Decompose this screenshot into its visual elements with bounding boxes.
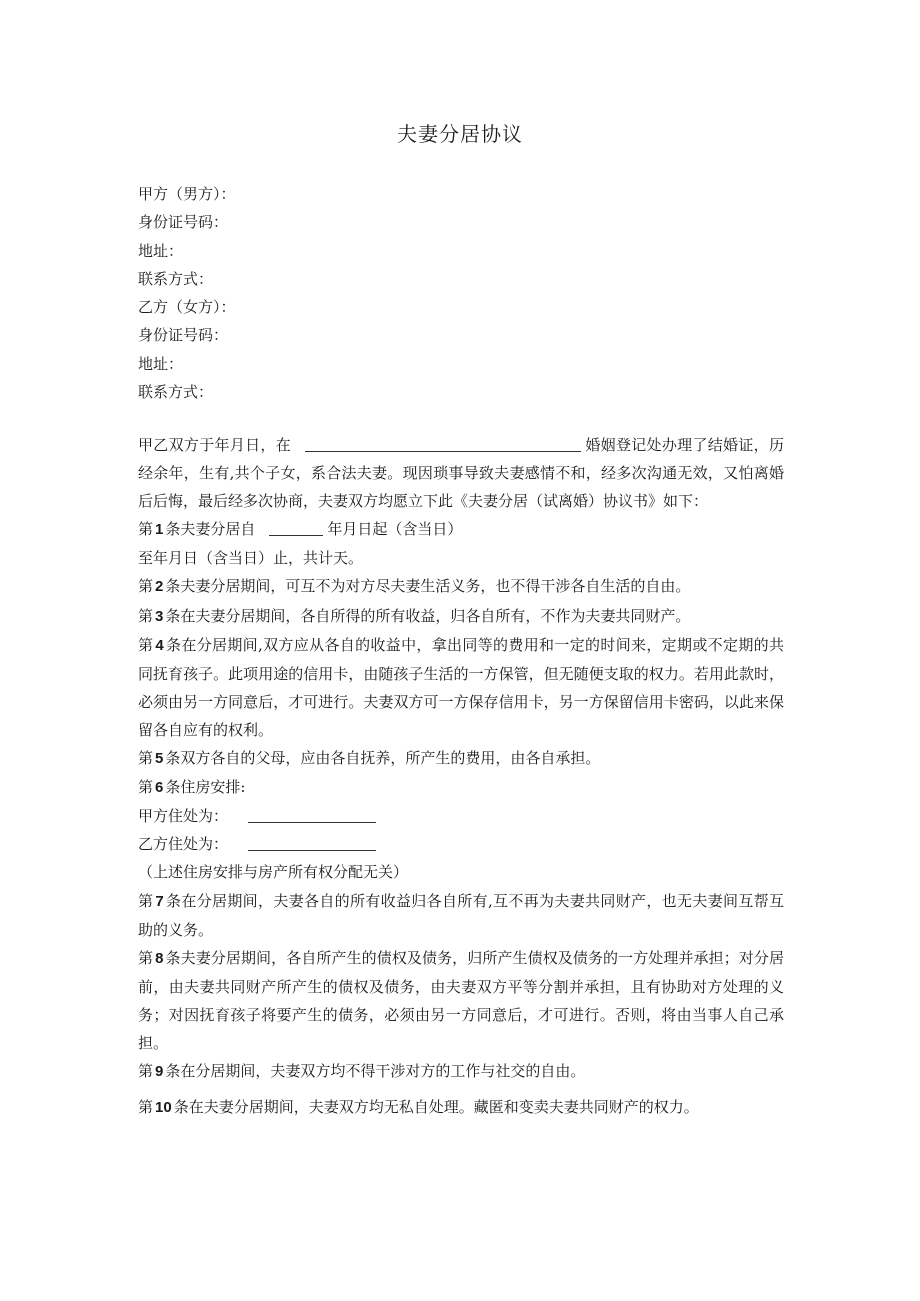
article-8: 第 8 条夫妻分居期间，各自所产生的债权及债务，归所产生债权及债务的一方处理并承担；对分居前，由夫妻共同财产所产生的债权及债务，由夫妻双方平等分割并承担，且有协助对方处理的义务；对因抚育孩子将要产生的债务，必须由另一方同意后，才可进行。否则，将由当事人自己承担。 [138, 948, 784, 1052]
party-b-residence: 乙方住处为： [138, 830, 784, 858]
party-a-residence-blank [248, 806, 376, 823]
party-a-id-label: 身份证号码： [138, 213, 229, 232]
party-b-label: 乙方（女方）： [138, 298, 236, 317]
party-b-residence-blank [248, 834, 376, 851]
article-10: 第 10 条在夫妻分居期间，夫妻双方均无私自处理。藏匿和变卖夫妻共同财产的权力。 [138, 1098, 699, 1117]
article-3: 第 3 条在夫妻分居期间，各自所得的所有收益，归各自所有，不作为夫妻共同财产。 [138, 606, 691, 625]
article-5: 第 5 条双方各自的父母，应由各自抚养，所产生的费用，由各自承担。 [138, 749, 601, 768]
intro-paragraph: 甲乙双方于年月日，在 婚姻登记处办理了结婚证，历经余年，生有,共个子女，系合法夫妻。现因琐事导致夫妻感情不和，经多次沟通无效，又怕离婚后后悔，最后经多次协商，夫妻双方均愿立下此《夫妻分居（试离婚）协议书》如下： [138, 436, 784, 511]
start-date-blank [269, 519, 323, 536]
agreement-body [138, 431, 784, 1122]
party-a-contact-label: 联系方式： [138, 269, 214, 288]
article-1: 第 1 条夫妻分居自 年月日起（含当日） [138, 520, 463, 539]
article-4: 第 4 条在分居期间,双方应从各自的收益中，拿出同等的费用和一定的时间来，定期或不定期的共同抚育孩子。此项用途的信用卡，由随孩子生活的一方保管，但无随便支取的权力。若用此款时，必须由另一方同意后，才可进行。夫妻双方可一方保存信用卡，另一方保留信用卡密码，以此来保留各自应有的权利。 [138, 635, 784, 739]
article-1-cont: 至年月日（含当日）止，共计天。 [138, 549, 364, 568]
article-2: 第 2 条夫妻分居期间，可互不为对方尽夫妻生活义务，也不得干涉各自生活的自由。 [138, 577, 691, 596]
party-info [138, 180, 236, 406]
document-title: 夫妻分居协议 [397, 122, 523, 146]
article-7: 第 7 条在分居期间，夫妻各自的所有收益归各自所有,互不再为夫妻共同财产，也无夫妻间互帮互助的义务。 [138, 891, 784, 939]
location-blank [305, 435, 581, 452]
article-6: 第 6 条住房安排: [138, 778, 246, 797]
party-a-label: 甲方（男方）： [138, 185, 236, 203]
party-b-id-label: 身份证号码： [138, 326, 229, 345]
party-b-contact-label: 联系方式： [138, 383, 214, 402]
party-a-address-label: 地址： [138, 241, 184, 260]
article-9: 第 9 条在分居期间，夫妻双方均不得干涉对方的工作与社交的自由。 [138, 1062, 586, 1081]
party-a-residence: 甲方住处为： [138, 802, 784, 830]
party-b-address-label: 地址： [138, 354, 184, 373]
residence-note: （上述住房安排与房产所有权分配无关） [138, 863, 409, 882]
